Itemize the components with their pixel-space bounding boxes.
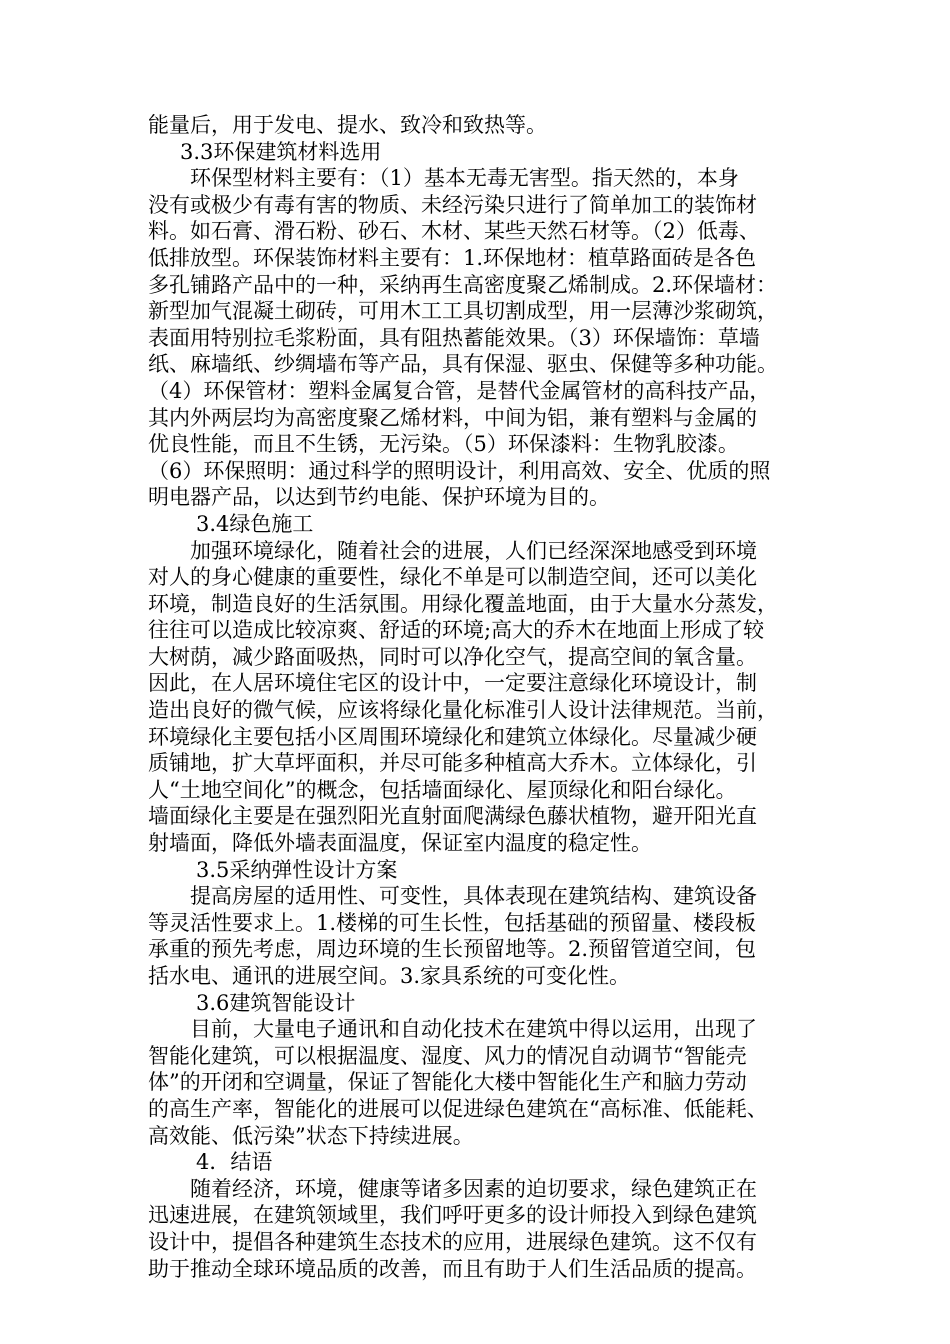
- section-heading: [148, 139, 802, 166]
- paragraph: [148, 165, 802, 511]
- text-line: 射墙面，降低外墙表面温度，保证室内温度的稳定性。: [148, 831, 652, 856]
- text-line: 对人的身心健康的重要性，绿化不单是可以制造空间，还可以美化: [148, 565, 757, 590]
- text-line: 高效能、低污染”状态下持续进展。: [148, 1123, 474, 1148]
- text-line: 等灵活性要求上。1.楼梯的可生长性，包括基础的预留量、楼段板: [148, 910, 757, 935]
- text-line: 多孔铺路产品中的一种，采纳再生高密度聚乙烯制成。2.环保墙材：: [148, 272, 778, 297]
- section-heading: [148, 511, 802, 538]
- paragraph: [148, 538, 802, 857]
- text-line: 的高生产率，智能化的进展可以促进绿色建筑在“高标准、低能耗、: [148, 1096, 768, 1121]
- text-line: 人“土地空间化”的概念，包括墙面绿化、屋顶绿化和阳台绿化。: [148, 777, 737, 802]
- text-line: 低排放型。环保装饰材料主要有：1.环保地材：植草路面砖是各色: [148, 245, 757, 270]
- text-line: 表面用特别拉毛浆粉面，具有阻热蓄能效果。（3）环保墙饰：草墙: [148, 325, 760, 350]
- text-line: 体”的开闭和空调量，保证了智能化大楼中智能化生产和脑力劳动: [148, 1070, 747, 1095]
- text-line: 3.4绿色施工: [196, 511, 314, 536]
- text-line: 因此，在人居环境住宅区的设计中，一定要注意绿化环境设计，制: [148, 671, 757, 696]
- text-line: 环境绿化主要包括小区周围环境绿化和建筑立体绿化。尽量减少硬: [148, 724, 757, 749]
- text-line: 3.3环保建筑材料选用: [180, 139, 382, 164]
- paragraph: [148, 112, 802, 139]
- text-line: 环保型材料主要有：（1）基本无毒无害型。指天然的，本身: [190, 166, 739, 191]
- text-line: 智能化建筑，可以根据温度、湿度、风力的情况自动调节“智能壳: [148, 1043, 747, 1068]
- text-line: （6）环保照明：通过科学的照明设计，利用高效、安全、优质的照: [148, 458, 771, 483]
- section-heading: [148, 990, 802, 1017]
- text-line: 设计中，提倡各种建筑生态技术的应用，进展绿色建筑。这不仅有: [148, 1229, 757, 1254]
- text-line: 提高房屋的适用性、可变性，具体表现在建筑结构、建筑设备: [190, 884, 757, 909]
- text-line: 大树荫，减少路面吸热，同时可以净化空气，提高空间的氧含量。: [148, 644, 757, 669]
- text-line: 优良性能，而且不生锈，无污染。（5）环保漆料：生物乳胶漆。: [148, 432, 739, 457]
- text-line: 质铺地，扩大草坪面积，并尽可能多种植高大乔木。立体绿化，引: [148, 751, 757, 776]
- text-line: 新型加气混凝土砌砖，可用木工工具切割成型，用一层薄沙浆砌筑，: [148, 299, 778, 324]
- text-line: 随着经济，环境，健康等诸多因素的迫切要求，绿色建筑正在: [190, 1176, 757, 1201]
- text-line: 墙面绿化主要是在强烈阳光直射面爬满绿色藤状植物，避开阳光直: [148, 804, 757, 829]
- text-line: 纸、麻墙纸、纱绸墙布等产品，具有保湿、驱虫、保健等多种功能。: [148, 352, 778, 377]
- text-line: 括水电、通讯的进展空间。3.家具系统的可变化性。: [148, 964, 631, 988]
- text-line: 目前，大量电子通讯和自动化技术在建筑中得以运用，出现了: [190, 1017, 757, 1042]
- text-line: 迅速进展，在建筑领域里，我们呼吁更多的设计师投入到绿色建筑: [148, 1203, 757, 1228]
- text-line: 往往可以造成比较凉爽、舒适的环境;高大的乔木在地面上形成了较: [148, 618, 765, 643]
- text-line: 承重的预先考虑，周边环境的生长预留地等。2.预留管道空间，包: [148, 937, 757, 962]
- text-line: （4）环保管材：塑料金属复合管，是替代金属管材的高科技产品，: [148, 378, 771, 403]
- text-line: 3.5采纳弹性设计方案: [196, 857, 398, 882]
- paragraph: [148, 1176, 802, 1282]
- paragraph: [148, 883, 802, 989]
- text-line: 加强环境绿化，随着社会的进展，人们已经深深地感受到环境: [190, 538, 757, 563]
- text-line: 没有或极少有毒有害的物质、未经污染只进行了简单加工的装饰材: [148, 192, 757, 217]
- text-line: 4．结语: [196, 1150, 273, 1175]
- text-line: 其内外两层均为高密度聚乙烯材料，中间为铝，兼有塑料与金属的: [148, 405, 757, 430]
- text-line: 明电器产品，以达到节约电能、保护环境为目的。: [148, 485, 610, 510]
- text-line: 环境，制造良好的生活氛围。用绿化覆盖地面，由于大量水分蒸发，: [148, 591, 778, 616]
- paragraph: [148, 1016, 802, 1149]
- text-line: 助于推动全球环境品质的改善，而且有助于人们生活品质的提高。: [148, 1256, 757, 1281]
- section-heading: [148, 1149, 802, 1176]
- text-line: 料。如石膏、滑石粉、砂石、木材、某些天然石材等。（2）低毒、: [148, 219, 760, 244]
- section-heading: [148, 857, 802, 884]
- text-line: 3.6建筑智能设计: [196, 990, 356, 1015]
- text-line: 能量后，用于发电、提水、致冷和致热等。: [148, 113, 547, 137]
- text-line: 造出良好的微气候，应该将绿化量化标准引人设计法律规范。当前，: [148, 698, 778, 723]
